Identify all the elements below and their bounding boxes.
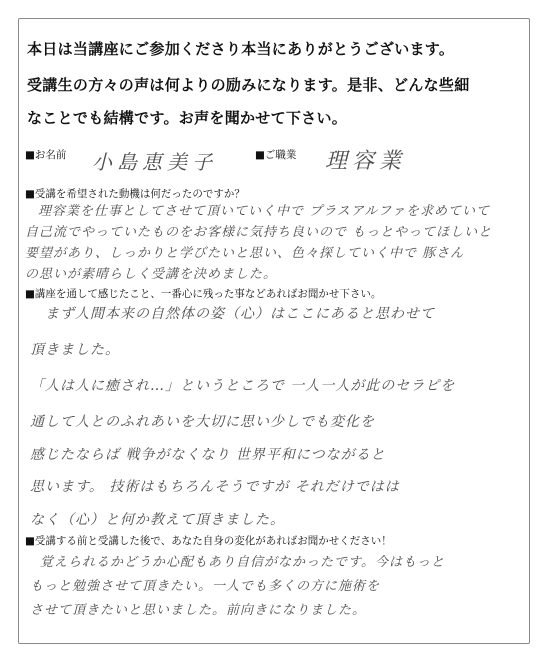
answer-2-line-6: 思います。 技術はもちろんそうですが それだけではは xyxy=(30,479,400,495)
name-label: ■お名前 xyxy=(25,149,67,161)
answer-2-line-5: 感じたならば 戦争がなくなり 世界平和につながると xyxy=(30,447,386,463)
answer-1-line-4: の思いが素晴らしく受講を決めました。 xyxy=(25,267,278,282)
answer-3-line-2: もっと勉強させて頂きたい。一人でも多くの方に施術を xyxy=(30,579,381,594)
intro-line-2: 受講生の方々の声は何よりの励みになります。是非、どんな些細 xyxy=(27,76,470,94)
answer-1-line-3: 要望があり、しっかりと学びたいと思い、色々探していく中で 豚さん xyxy=(25,246,465,261)
question-2-label: ■講座を通して感じたこと、一番心に残った事などあればお聞かせ下さい。 xyxy=(25,288,382,300)
answer-1-line-2: 自己流でやっていたものをお客様に気持ち良いので もっとやってほしいと xyxy=(25,225,493,240)
answer-2-line-3: 「人は人に癒され…」というところで 一人一人が此のセラピを xyxy=(30,378,456,394)
question-3-label: ■受講する前と受講した後で、あなた自身の変化があればお聞かせください！ xyxy=(25,535,392,547)
job-label: ■ご職業 xyxy=(255,149,297,161)
answer-2-line-7: なく（心）と何か教えて頂きました。 xyxy=(30,512,285,528)
answer-3-line-3: させて頂きたいと思いました。前向きになりました。 xyxy=(30,603,367,618)
question-1-label: ■受講を希望された動機は何だったのですか？ xyxy=(25,188,245,200)
answer-2-line-4: 通して人とのふれあいを大切に思い少しでも変化を xyxy=(30,414,375,430)
intro-line-1: 本日は当講座にご参加くださり本当にありがとうございます。 xyxy=(27,40,455,58)
intro-line-3: なことでも結構です。お声を聞かせて下さい。 xyxy=(27,109,348,127)
answer-2-line-1: まず人間本来の自然体の姿（心）はここにあると思わせて xyxy=(45,306,435,322)
name-value: 小島恵美子 xyxy=(92,150,217,174)
answer-1-line-1: 理容業を仕事としてさせて頂いていく中で プラスアルファを求めていて xyxy=(38,204,490,219)
answer-2-line-2: 頂きました。 xyxy=(30,342,120,358)
answer-3-line-1: 覚えられるかどうか心配もあり自信がなかったです。今はもっと xyxy=(40,555,445,570)
job-value: 理容業 xyxy=(325,149,407,174)
